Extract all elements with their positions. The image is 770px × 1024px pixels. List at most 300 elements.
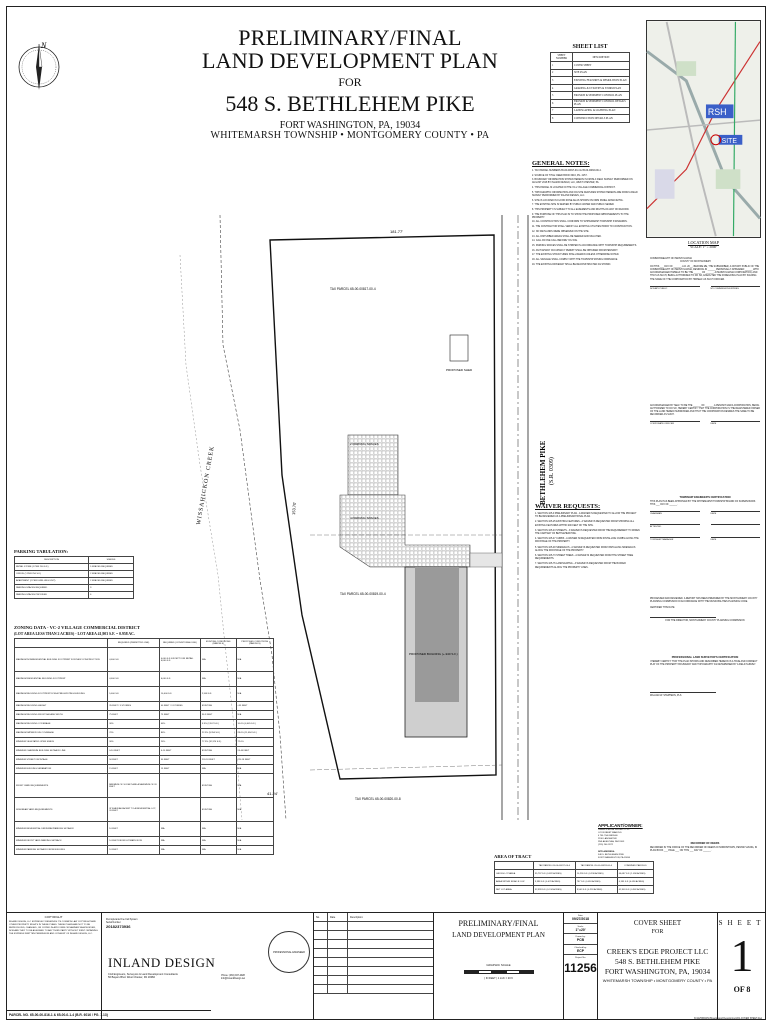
cover-title: COVER SHEET (633, 919, 682, 927)
creek-label: WISSAHICKON CREEK (196, 445, 216, 526)
applicant-line: PHILADELPHIA, PA 19103 (598, 841, 625, 843)
sheet-list-row (551, 107, 630, 115)
zoning-cell: MINIMUM OF 10 FEET AND A MAXIMUM OF 20 FEET (108, 774, 160, 798)
sheet-list-row (551, 84, 630, 92)
zoning-cell: N/A (159, 837, 200, 846)
copyright-title: COPYRIGHT (44, 915, 63, 919)
tract-cell: 41,903 S.F. (0.962 ACRES) (617, 886, 653, 894)
zoning-cell: MAXIMUM NONRESIDENTIAL BUILDING FOOTPRINT FOR NEW CONSTRUCTION (15, 648, 108, 672)
zoning-cell: 70% (108, 729, 160, 738)
parking-col-spaces: SPACES (89, 557, 134, 564)
zoning-cell: N/A (236, 774, 273, 798)
zoning-cell: 80% (159, 729, 200, 738)
note-item: 5. TOPOGRAPHIC INFORMATION AND ON-SITE FEATURES SHOWN HEREON ARE FROM A FIELD SURVEY PERFORMED BY INLAND DESIGN, LLC. (532, 191, 638, 197)
tract-table (494, 861, 654, 894)
note-item: 8. THIS PROPERTY IS SUBJECT TO ALL EASEMENTS AND RIGHTS-OF-WAY OF RECORD. (532, 209, 630, 211)
plan-title-1: PRELIMINARY/FINAL (458, 919, 539, 928)
manager-label: TOWNSHIP MANAGER (650, 537, 700, 542)
firm-tagline-text: Civil Engineers, Surveyors & Land Development Consultants (108, 973, 178, 976)
table-row (15, 720, 274, 729)
zoning-cell: 35 FEET / 3 STORIES (108, 702, 160, 711)
note-item: 18. ALL SIGNAGE SHALL COMPLY WITH THE TOWNSHIP ZONING ORDINANCE. (532, 258, 618, 261)
zoning-cell: 4,000 S.F. (108, 672, 160, 687)
dim-label-3: 41.24' (267, 791, 278, 796)
ack-text: ACKNOWLEDGED BY SELF TO BE THE ______ OF ______, A PENNSYLVANIA CORPORATION, BEING AUTHORIZED TO DO SO, HEREBY CERTIFY THAT THE CORPORATION IS THE REGISTERED OWNER OF THE LAND HEREIN SUBDIVIDED AND THAT THE CORPORATION DESIRES THE SAME TO BE RECORDED AS SUCH. (650, 405, 760, 417)
table-row (15, 687, 274, 702)
drawn-value: PCB (564, 938, 597, 945)
zoning-cell: MAXIMUM BUILDING FOOTPRINT FOR A PRE-EXISTING BUILDING (15, 687, 108, 702)
engineer-seal-icon (268, 931, 310, 973)
site-address-line: 548 S. BETHLEHEM PIKE (598, 854, 624, 856)
zoning-cell: 4,000 S.F. EXCEPT FOR RETAIL 6,000 S.F. (159, 648, 200, 672)
sheet-no: 2 (551, 69, 573, 77)
zoning-cell: N/A (236, 837, 273, 846)
utility-line-2 (310, 765, 502, 770)
sheet-desc: GRADING & UTILITIES & STORM PLAN (573, 84, 630, 92)
cover-city: FORT WASHINGTON, PA, 19034 (604, 967, 711, 976)
title-block (200, 26, 500, 142)
one-call-label: Serial Number (106, 922, 121, 924)
sheet-list (550, 44, 630, 123)
township-cert-text: THIS PLAN HAS BEEN APPROVED BY THE WHITEMARSH TOWNSHIP BOARD OF SUPERVISORS THIS ___ DAY OF ______. (650, 501, 756, 507)
zoning-header: REQUIRED (CONDITIONAL USE) (159, 639, 200, 648)
site-address-line: FORT WASHINGTON, PA 19034 (598, 857, 630, 859)
area-of-tract (494, 854, 654, 894)
scale-note: ( IN FEET ) 1 inch = 20 ft (484, 977, 513, 980)
zoning-cell: 5.9% (2,507 S.F.) (200, 720, 236, 729)
note-item: 6. SITE IS LOCATED IN FLOOD ZONE AE AS SHOWN ON FIRM PANEL 42091C0276G. (532, 199, 624, 202)
parking-spaces: 5 SPACES REQUIRED (89, 564, 134, 571)
zoning-header-row (15, 639, 274, 648)
tract-cell: GROSS LOT AREA (495, 870, 534, 878)
table-row (15, 846, 274, 855)
zoning-cell: 10 FEET (108, 822, 160, 837)
seal-text: PROFESSIONAL ENGINEER (273, 950, 305, 954)
zoning-cell: 0-10 FEET (159, 747, 200, 756)
sheet-desc: EROSION & SEDIMENT CONTROL PLAN (573, 92, 630, 100)
location-map-scale: SCALE: 1" = 2000' (690, 245, 717, 249)
firm-address: 56 Bayers Blvd. West Chester, PA 19382 (108, 976, 155, 980)
title-city: FORT WASHINGTON, PA, 19034 (279, 119, 421, 131)
one-call-title: Pennsylvania One Call System (106, 919, 138, 921)
table-row (15, 738, 274, 747)
street-label: BETHLEHEM PIKE (539, 440, 547, 505)
corp-date-label: DATE (711, 421, 761, 426)
parking-area (340, 495, 470, 567)
zoning-cell: 220.18 FEET (236, 756, 273, 765)
chairman-label: CHAIRMAN (650, 511, 700, 516)
tract-cell: AREA WITHIN ROAD R.O.W. (495, 878, 534, 886)
table-row (15, 648, 274, 672)
zoning-cell: N/A (236, 765, 273, 774)
table-row (15, 822, 274, 837)
parking-col-desc: DESCRIPTION (15, 557, 89, 564)
zoning-cell: EXISTING (200, 747, 236, 756)
sheet-desc: SITE PLAN (573, 69, 630, 77)
zoning-cell: 10,000 S.F. (159, 687, 200, 702)
zoning-cell: N/A (236, 846, 273, 855)
waiver-item: 7. SECTION 105-76 LANDSCAPING - A WAIVER IS REQUESTED FROM THE BUFFER REQUIREMENTS ALONG THE PROPERTY LINES. (535, 563, 626, 569)
location-map-site-label: SITE (721, 137, 737, 145)
owner-certification (650, 258, 760, 291)
zoning-header: REQUIRED (PERMITTED USE) (108, 639, 160, 648)
zoning-cell: 72.0% (236, 738, 273, 747)
table-row (15, 747, 274, 756)
sheet-desc: LANDSCAPING & LIGHTING PLAN (573, 107, 630, 115)
firm-name: INLAND DESIGN (108, 955, 216, 970)
note-item: 9. THE PURPOSE OF THIS PLAN IS TO SHOW THE PROPOSED IMPROVEMENTS TO THE PROPERTY. (532, 213, 629, 219)
sheet-desc: CONSTRUCTION DETAILS PLAN (573, 115, 630, 123)
parking-tabulation (14, 549, 134, 599)
zoning-cell: 0-10 FEET (108, 747, 160, 756)
plan-description (434, 913, 564, 1020)
sheet-list-col-desc: DESCRIPTION (573, 53, 630, 62)
tract-cell: 32,399 S.F. (0.744 ACRES) (533, 886, 575, 894)
zoning-cell: 40% (159, 720, 200, 729)
tract-header: TAX PARCEL 65-00-00819-00-4 (575, 862, 617, 870)
firm-phone: Phone: (484) 947-2928 (221, 975, 245, 977)
title-line1: PRELIMINARY/FINAL (238, 25, 462, 50)
zoning-cell: 28.0% (11,694 S.F.) (236, 729, 273, 738)
zoning-cell: 15 FEET (108, 765, 160, 774)
expires-label: MY COMMISSION EXPIRES (711, 286, 761, 291)
firm-contact (198, 975, 268, 981)
scale-value: 1"=20' (564, 928, 597, 935)
zoning-data (14, 625, 274, 855)
zoning-cell: 10 FEET FROM ULTIMATE ROW (108, 837, 160, 846)
file-reference: N:\11256\DWG\Sheets\Land Development\01-COVER SHEET.dwg (693, 1018, 762, 1020)
parcel-number: PARCEL NO. 65-00-00-816-1 & 65-00-0-1-4 (B.R. 6016 / PG. 1.13) (6, 1010, 211, 1020)
applicant-line: 4 TEL THE BRIDGE (598, 835, 618, 837)
drawn-label: Drawn by: (575, 936, 586, 938)
zoning-cell: SIDE/REAR YARD REQUIREMENTS (15, 798, 108, 822)
note-item: 19. THE EXISTING DRIVEWAY SHALL BE RECONSTRUCTED AS SHOWN. (532, 263, 611, 266)
sheet-no: 1 (551, 62, 573, 70)
parking-desc: PARKING SPACES PROVIDED (15, 592, 89, 599)
tract-title: AREA OF TRACT (494, 854, 532, 859)
general-notes (532, 160, 640, 268)
zoning-cell: 2,508 S.F. (200, 687, 236, 702)
zoning-cell: N/A (159, 822, 200, 837)
parking-label: 4 PARKING SPACES (350, 516, 379, 520)
table-row (15, 585, 134, 592)
parking-table (14, 556, 134, 599)
waiver-item: 3. SECTION 105-43 STREETS - A WAIVER IS REQUESTED FROM THE REQUIREMENT TO WIDEN THE CARTWAY OF BETHLEHEM PIKE. (535, 529, 640, 536)
graphic-scale-label: GRAPHIC SCALE (486, 963, 511, 967)
revision-block (314, 913, 434, 1020)
zoning-cell: 220.18 FEET (200, 756, 236, 765)
parcel-label-b: TAX PARCEL 65-00-00819-00-4 (340, 592, 386, 596)
sheet-no: 3 (551, 77, 573, 85)
tract-cell: 9,503 S.F. (0.218 ACRES) (575, 886, 617, 894)
cover-for: FOR (651, 929, 664, 935)
surveyor-certification (650, 656, 760, 698)
tract-header: COMBINED PARCELS (617, 862, 653, 870)
corp-officer-label: CORPORATE OFFICER (650, 421, 700, 426)
tract-cell: 35,797 S.F. (0.822 ACRES) (533, 870, 575, 878)
note-item: 12. NO WETLANDS WERE OBSERVED ON THE SITE. (532, 230, 590, 233)
table-row (15, 765, 274, 774)
zoning-header: PROPOSED CONDITIONS (PARCELS) (236, 639, 273, 648)
parcel-label-c: TAX PARCEL 65-00-00820-00-8 (355, 797, 401, 801)
zoning-cell: N/A (200, 672, 236, 687)
zoning-header (15, 639, 108, 648)
certified-label: CERTIFIED THIS DATE (650, 607, 675, 610)
sheet-no: 7 (551, 107, 573, 115)
zoning-cell: 4,000 S.F. (108, 648, 160, 672)
sheet-list-col-number: SHEET NUMBER (551, 53, 573, 62)
county-cert-text: PROCESSED AND REVIEWED. A REPORT HAS BEEN PREPARED BY THE MONTGOMERY COUNTY PLANNING COMMISSION IN ACCORDANCE WITH THE MUNICIPALITIES PLANNING CODE. (650, 598, 758, 604)
parking-label-2: 2 PARKING SPACES (350, 442, 379, 446)
zoning-cell: EXISTING (200, 702, 236, 711)
sheet-desc: COVER SHEET (573, 62, 630, 70)
surveyor-cert-text: I HEREBY CERTIFY THAT THE PLAN SHOWN AND DESCRIBED HEREON IS A TRUE AND CORRECT PLAT OF THE PROPERTY BOUNDARY AND TOPOGRAPHY AS DETERMINED BY A FIELD SURVEY. (650, 661, 758, 667)
parking-spaces: 9 (89, 585, 134, 592)
proposed-shed (450, 335, 468, 361)
location-map-rsh-label: RSH (707, 107, 727, 118)
sheet-list-row (551, 62, 630, 70)
sheet-desc: EXISTING FEATURES & DEMOLITION PLAN (573, 77, 630, 85)
zoning-title: ZONING DATA - VC-2 VILLAGE COMMERCIAL DISTRICT (14, 625, 141, 630)
date-value: 09/27/2018 (564, 917, 597, 924)
table-row (15, 571, 134, 578)
sheet-list-row (551, 69, 630, 77)
table-row (15, 711, 274, 720)
table-row (495, 870, 654, 878)
cert-state: COMMONWEALTH OF PENNSYLVANIA (650, 258, 692, 260)
zoning-cell: MAXIMUM BUILDING COVERAGE (15, 720, 108, 729)
location-map-title: LOCATION MAP (687, 240, 720, 245)
surveyor-cert-title: PROFESSIONAL LAND SURVEYOR'S CERTIFICATION (671, 656, 739, 659)
zoning-cell: 30% (108, 738, 160, 747)
corporate-acknowledgement (650, 405, 760, 426)
table-row (15, 672, 274, 687)
parking-desc: OFFICE (1 PER 250 S.F.) (15, 571, 89, 578)
sheet-no: 6 (551, 99, 573, 107)
zoning-cell: N/A (236, 798, 273, 822)
zoning-cell: N/A (200, 765, 236, 774)
one-call-number: 20182373936 (106, 924, 131, 929)
location-map-caption (646, 240, 761, 249)
sheet-list-row (551, 99, 630, 107)
title-strip (6, 912, 766, 1020)
rev-desc-label: Description: (350, 915, 364, 919)
zoning-cell: 20% (159, 738, 200, 747)
table-row (15, 729, 274, 738)
zoning-cell: MINIMUM RESIDENTIAL DRIVEWAY/PARKING SETBACK (15, 822, 108, 837)
note-item: 15. PARKING SPACES SHALL BE STRIPED IN ACCORDANCE WITH TOWNSHIP REQUIREMENTS. (532, 244, 637, 247)
dim-label-1: 181.77' (390, 229, 403, 234)
building-label: PROPOSED BUILDING (+-940 S.F.) (409, 652, 458, 656)
title-for: FOR (338, 75, 362, 90)
note-item: 3. BOUNDARY INFORMATION SHOWN HEREON IS FROM A FIELD SURVEY PERFORMED ON AUGUST 2018 BY INLAND DESIGN, LLC, WEST CHESTER, PA. (532, 179, 633, 185)
note-item: 11. THE CONTRACTOR SHALL VERIFY ALL EXISTING UTILITIES PRIOR TO CONSTRUCTION. (532, 226, 633, 229)
zoning-cell: 50 FEET (108, 756, 160, 765)
zoning-cell: MAXIMUM RESIDENTIAL BUILDING FOOTPRINT (15, 672, 108, 687)
table-row (15, 774, 274, 798)
county-certification (650, 598, 760, 623)
location-map (646, 20, 761, 238)
table-row (15, 756, 274, 765)
sheet-no: 5 (551, 92, 573, 100)
zoning-cell: 24.44 FEET (236, 747, 273, 756)
sheet-list-title: SHEET LIST (572, 44, 608, 50)
zoning-cell: 6,000 S.F. (159, 672, 200, 687)
copyright-block (6, 913, 102, 1020)
applicant-line: CREEK'S EDGE PROJECT LLC (598, 829, 630, 831)
zoning-cell: N/A (236, 822, 273, 837)
firm-email: Info@InLandDesign.net (220, 978, 246, 980)
zoning-cell: 40 FEET / 3 STORIES (159, 702, 200, 711)
plan-title-2: LAND DEVELOPMENT PLAN (452, 931, 545, 939)
zoning-subtitle: (LOT AREA LESS THAN 2 ACRES) - LOT AREA 41,903 S.F. = 0.958 AC. (14, 632, 135, 636)
zoning-cell: 30% (108, 720, 160, 729)
zoning-cell: 77.3% (32,370 S.F.) (200, 738, 236, 747)
cover-sheet-title (598, 913, 718, 1020)
surveyor-name: WILLIAM W. STEPHENS, PLS (650, 695, 682, 698)
applicant-line: C/O ROBERT MARCUS (598, 832, 622, 834)
table-row (15, 837, 274, 846)
zoning-cell (159, 798, 200, 822)
waiver-title: WAIVER REQUESTS: (535, 503, 601, 510)
table-row (495, 878, 654, 886)
note-item: 10. ALL CONSTRUCTION SHALL CONFORM TO WHITEMARSH TOWNSHIP STANDARDS. (532, 221, 628, 224)
table-row (15, 798, 274, 822)
zoning-cell: 22.3% (9,356 S.F.) (200, 729, 236, 738)
note-item: 13. ALL DISTURBED AREAS SHALL BE SEEDED AND MULCHED. (532, 235, 602, 238)
title-line2: LAND DEVELOPMENT PLAN (202, 48, 498, 74)
project-number: 11256 (564, 961, 597, 975)
driveway (470, 553, 502, 567)
dim-label-2: 153.70' (291, 501, 297, 516)
sheet-label: SHEET (718, 919, 766, 927)
sheet-of: OF 8 (733, 985, 751, 994)
site-address-title: SITE ADDRESS: (598, 851, 615, 853)
zoning-cell: <35 FEET (236, 702, 273, 711)
zoning-cell: MAXIMUM IMPERVIOUS COVERAGE (15, 729, 108, 738)
tract-cell: 10,290 S.F. (0.236 ACRES) (575, 870, 617, 878)
township-certification: TOWNSHIP ENGINEER'S CERTIFICATION THIS PLAN HAS BEEN APPROVED BY THE WHITEMARSH TOWNSHIP BOARD OF SUPERVISORS THIS ___ DAY OF ______. CHAIRMAN DATE ATTESTED TOWNSHIP MANAGER DATE (650, 496, 760, 543)
shed-label: PROPOSED SHED (446, 368, 473, 372)
zoning-cell: MINIMUM BUILDING SEPARATION (15, 765, 108, 774)
cover-owner: CREEK'S EDGE PROJECT LLC (606, 947, 709, 956)
parking-title: PARKING TABULATION: (14, 549, 69, 554)
note-item: 2. SOURCE OF TITLE: DEED BOOK 6016, PG. 2157. (532, 174, 588, 177)
zoning-cell: 50 FEET (159, 756, 200, 765)
recorder-title: RECORDER OF DEEDS (690, 842, 720, 845)
date-block (564, 913, 598, 1020)
table-row (15, 592, 134, 599)
zoning-cell: N/A (236, 672, 273, 687)
sheet-list-row (551, 115, 630, 123)
parking-desc: APARTMENT (2 PER DWELLING UNIT) (15, 578, 89, 585)
svg-text:N: N (41, 41, 47, 50)
zoning-cell: FRONT YARD REQUIREMENTS (15, 774, 108, 798)
recorder-certification (650, 842, 760, 853)
checked-value: ECP (564, 949, 597, 956)
parking-spaces: 2 SPACES REQUIRED (89, 578, 134, 585)
notary-label: NOTARY PUBLIC (650, 286, 700, 291)
zoning-cell: N/A (236, 687, 273, 702)
checked-label: Checked by: (574, 946, 587, 949)
table-row (15, 578, 134, 585)
recorder-text: RECORDED IN THE OFFICE OF THE RECORDER OF DEEDS IN NORRISTOWN, PENNSYLVANIA, IN PLAN BOOK ___ PAGE ___ ON THIS ___ DAY OF ______. (650, 847, 758, 853)
parcel-label-a: TAX PARCEL 65-00-00817-00-4 (330, 287, 376, 291)
cert-county: COUNTY OF MONTGOMERY (680, 261, 712, 264)
note-item: 16. AN HIGHWAY OCCUPANCY PERMIT SHALL BE OBTAINED FROM PENNDOT. (532, 249, 618, 252)
sheet-list-row (551, 92, 630, 100)
zoning-cell: N/A (200, 837, 236, 846)
zoning-cell: MAXIMUM BUILDING HEIGHT (15, 702, 108, 711)
sheet-list-row (551, 77, 630, 85)
zoning-cell: 75 FEET (159, 711, 200, 720)
zoning-cell: 5,000 S.F. (108, 687, 160, 702)
north-arrow-icon (12, 40, 66, 94)
tract-cell: 3,398 S.F. (0.078 ACRES) (533, 878, 575, 886)
zoning-cell: N/A (236, 648, 273, 672)
parking-desc: RETAIL STORE (1 PER 200 S.F.) (15, 564, 89, 571)
waiver-item: 4. SECTION 105-47 CURBS - A WAIVER IS REQUESTED FROM INSTALLING CURBS ALONG THE FRONTAGE OF THE PROPERTY. (535, 538, 639, 544)
zoning-cell: IF WHEN ADJACENT TO A RESIDENTIAL LOT, 20 FEET (108, 798, 160, 822)
waiver-item: 5. SECTION 105-48 SIDEWALKS - A WAIVER IS REQUESTED FROM INSTALLING SIDEWALKS ALONG THE FRONTAGE OF THE PROPERTY. (535, 546, 636, 552)
scale-label: Scale: (577, 925, 584, 928)
zoning-cell: 10.0% (4,445 S.F.) (236, 720, 273, 729)
project-label: Project No. (575, 957, 586, 959)
note-item: 14. CALL PA ONE CALL BEFORE YOU DIG. (532, 240, 578, 243)
table-row (15, 702, 274, 711)
proposed-building-inner (415, 567, 459, 702)
applicant-line: (215) 204-3372 (598, 844, 613, 846)
applicant-line: 2190 LANCASTER (598, 838, 617, 840)
cert-text: ON THIS ___ DAY OF ______, A.D. 20__, BEFORE ME, THE SUBSCRIBER, A NOTARY PUBLIC OF THE COMMONWEALTH OF PENNSYLVANIA, RESIDING IN ______ PERSONALLY APPEARED ______ WHO ACKNOWLEDGED HIMSELF TO BE THE ______ OF ______, A PENNSYLVANIA CORPORATION, AND THAT AS SUCH, BEING AUTHORIZED TO DO SO, EXECUTED THE FOREGOING PLAN BY SIGNING THE NAME OF THE CORPORATION BY HIMSELF AS SUCH OFFICER. (650, 266, 760, 281)
tract-header (495, 862, 534, 870)
attested-label: ATTESTED (650, 524, 700, 529)
waiver-requests (535, 503, 640, 572)
zoning-cell: MINIMUM VEGETATED OPEN SPACE (15, 738, 108, 747)
zoning-cell: MINIMUM FRONT YARD PARKING SETBACK (15, 837, 108, 846)
zoning-cell: 36.3 FEET (200, 711, 236, 720)
tract-header: TAX PARCEL 65-00-00817-00-4 (533, 862, 575, 870)
firm-block (102, 913, 314, 1020)
table-row (495, 886, 654, 894)
tract-cell: 787 S.F. (0.018 ACRES) (575, 878, 617, 886)
tract-cell: NET LOT AREA (495, 886, 534, 894)
date-label: Date: (577, 915, 584, 917)
rev-date-label: Date (328, 913, 348, 921)
cover-township: WHITEMARSH TOWNSHIP • MONTGOMERY COUNTY • PA (602, 978, 713, 983)
zoning-cell: 15 FEET (159, 765, 200, 774)
sheet-number-block (718, 913, 766, 1020)
title-township: WHITEMARSH TOWNSHIP • MONTGOMERY COUNTY • PA (210, 130, 490, 142)
waiver-item: 6. SECTION 105-73 STREET TREES - A WAIVER IS REQUESTED FROM THE STREET TREE REQUIREMENTS. (535, 555, 634, 561)
zoning-cell: MAXIMUM BUILDING FRONT FACADE WIDTH (15, 711, 108, 720)
sheet-desc: EROSION & SEDIMENT CONTROL DETAILS PLAN (573, 99, 630, 107)
sheet-list-table (550, 52, 630, 123)
revision-header (314, 913, 433, 922)
note-item: 17. THE EXISTING STRUCTURES SHALL REMAIN UNLESS OTHERWISE NOTED. (532, 254, 620, 257)
general-notes-title: GENERAL NOTES: (532, 160, 590, 167)
zoning-cell: MINIMUM / MAXIMUM BUILDING SETBACK LINE (15, 747, 108, 756)
parking-spaces: 2 SPACES REQUIRED (89, 571, 134, 578)
graphic-scale-bar (464, 970, 534, 974)
tract-cell: 4,185 S.F. (0.096 ACRES) (617, 878, 653, 886)
township-cert-title: TOWNSHIP ENGINEER'S CERTIFICATION (679, 496, 731, 499)
zoning-cell: N/A (159, 846, 200, 855)
rev-no-label: No. (314, 913, 328, 921)
applicant-title: APPLICANT/OWNER: (598, 823, 643, 828)
tract-cell: 46,087 S.F. (1.058 ACRES) (617, 870, 653, 878)
zoning-cell: MINIMUM PARKING SETBACK FROM BUILDING (15, 846, 108, 855)
